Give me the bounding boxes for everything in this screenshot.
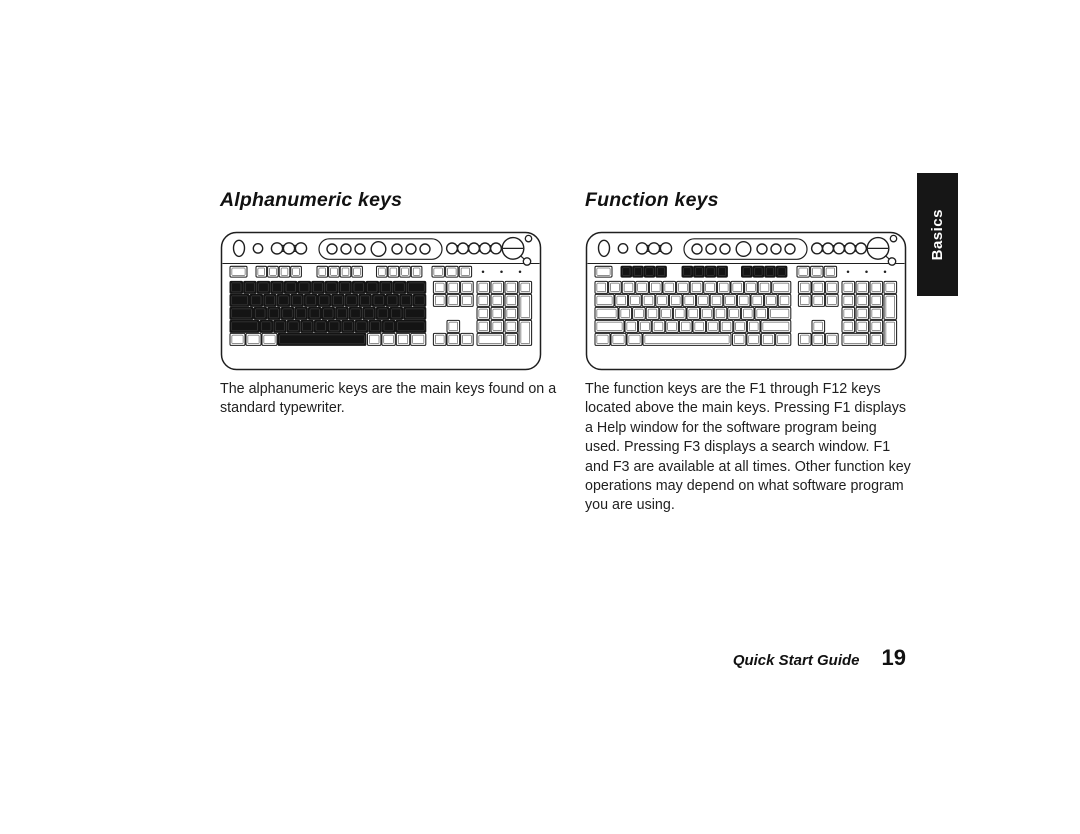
function-keys-keyboard-figure: [585, 231, 907, 371]
alphanumeric-keys-description: The alphanumeric keys are the main keys found on a standard typewriter.: [220, 381, 557, 417]
basics-chapter-tab: [917, 173, 958, 296]
page-footer: [733, 645, 906, 671]
function-keys-heading: Function keys: [585, 189, 719, 211]
footer-guide-title: Quick Start Guide: [732, 652, 860, 669]
function-keys-description: The function keys are the F1 through F12 keys located above the main keys. Pressing F1 displays a Help window for the software program being used. Pressing F3 displays a search window. F1 and F3 are available at all times. Other function key operations may depend on what software program you are using.: [585, 381, 911, 514]
section-function-keys: [585, 188, 911, 516]
alphanumeric-keys-heading: Alphanumeric keys: [220, 189, 403, 211]
alphanumeric-keyboard-illustration: [220, 231, 542, 371]
alphanumeric-keyboard-figure: [220, 231, 542, 371]
section-alphanumeric-keys: [220, 188, 562, 419]
basics-chapter-tab-label: Basics: [929, 208, 946, 261]
function-keys-keyboard-illustration: [585, 231, 907, 371]
footer-page-number: 19: [881, 645, 906, 670]
